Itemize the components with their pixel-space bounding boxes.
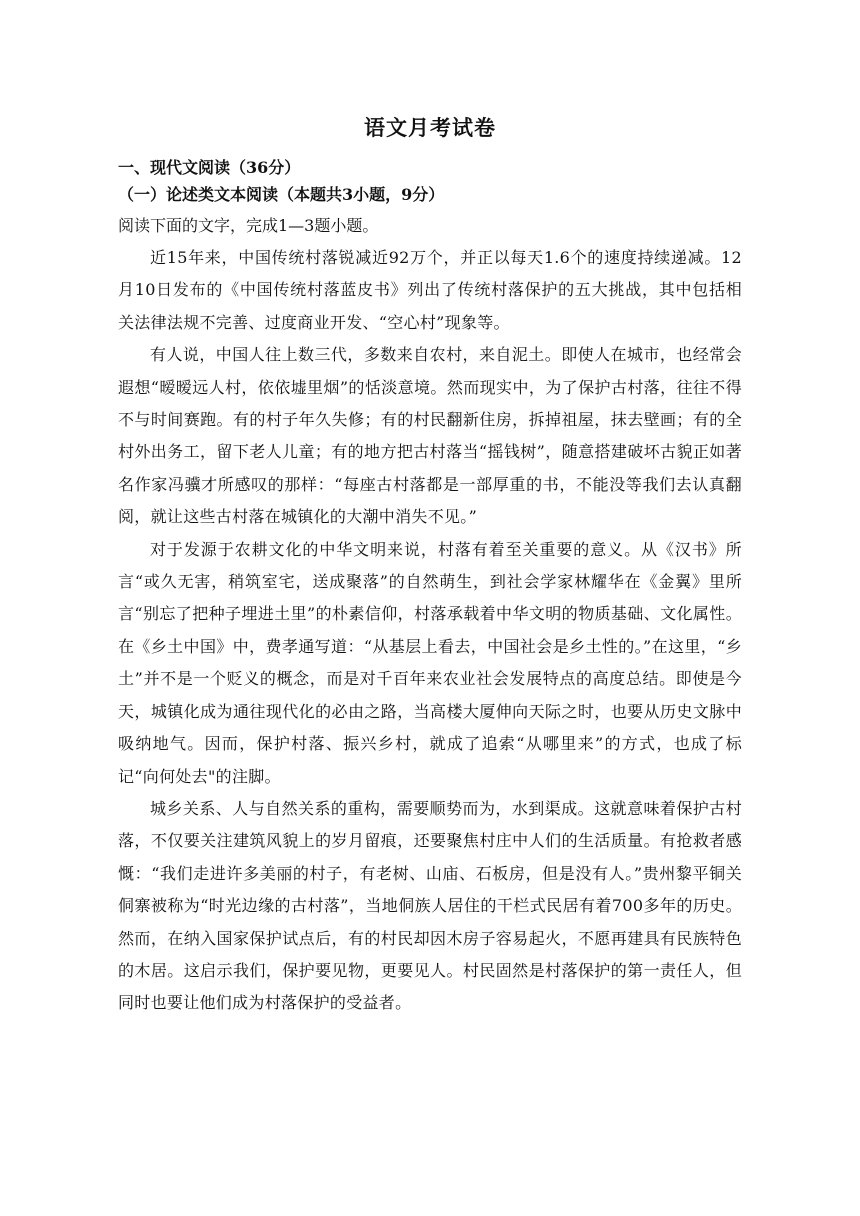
reading-instruction: 阅读下面的文字，完成1—3题小题。: [118, 216, 379, 235]
subsection-heading: （一）论述类文本阅读（本题共3小题，9分）: [118, 185, 445, 204]
exam-page: [118, 108, 742, 1020]
page-title: 语文月考试卷: [364, 115, 496, 140]
section-heading: 一、现代文阅读（36分）: [118, 158, 301, 177]
article-paragraph-4: 城乡关系、人与自然关系的重构，需要顺势而为，水到渠成。这就意味着保护古村落，不仅要关注建筑风貌上的岁月留痕，还要聚焦村庄中人们的生活质量。有抢救者感慨：“我们走进许多美丽的村子，有老树、山庙、石板房，但是没有人。”贵州黎平铜关侗寨被称为“时光边缘的古村落”，当地侗族人居住的干栏式民居有着700多年的历史。然而，在纳入国家保护试点后，有的村民却因木房子容易起火，不愿再建具有民族特色的木居。这启示我们，保护要见物，更要见人。村民固然是村落保护的第一责任人，但同时也要让他们成为村落保护的受益者。: [118, 798, 742, 1013]
article-paragraph-2: 有人说，中国人往上数三代，多数来自农村，来自泥土。即使人在城市，也经常会遐想“暧暧远人村，依依墟里烟”的恬淡意境。然而现实中，为了保护古村落，往往不得不与时间赛跑。有的村子年久失修；有的村民翻新住房，拆掉祖屋，抹去壁画；有的全村外出务工，留下老人儿童；有的地方把古村落当“摇钱树”，随意搭建破坏古貌正如著名作家冯骥才所感叹的那样：“每座古村落都是一部厚重的书，不能没等我们去认真翻阅，就让这些古村落在城镇化的大潮中消失不见。”: [118, 345, 742, 527]
article-paragraph-1: 近15年来，中国传统村落锐减近92万个，并正以每天1.6个的速度持续递减。12月10日发布的《中国传统村落蓝皮书》列出了传统村落保护的五大挑战，其中包括相关法律法规不完善、过度商业开发、“空心村”现象等。: [118, 248, 742, 332]
article-paragraph-3: 对于发源于农耕文化的中华文明来说，村落有着至关重要的意义。从《汉书》所言“或久无害，稍筑室宅，送成聚落”的自然萌生，到社会学家林耀华在《金翼》里所言“别忘了把种子埋进土里”的朴素信仰，村落承载着中华文明的物质基础、文化属性。在《乡土中国》中，费孝通写道：“从基层上看去，中国社会是乡土性的。”在这里，“乡土”并不是一个贬义的概念，而是对千百年来农业社会发展特点的高度总结。即使是今天，城镇化成为通往现代化的必由之路，当高楼大厦伸向天际之时，也要从历史文脉中吸纳地气。因而，保护村落、振兴乡村，就成了追索“从哪里来”的方式，也成了标记“向何处去"的注脚。: [118, 539, 742, 786]
